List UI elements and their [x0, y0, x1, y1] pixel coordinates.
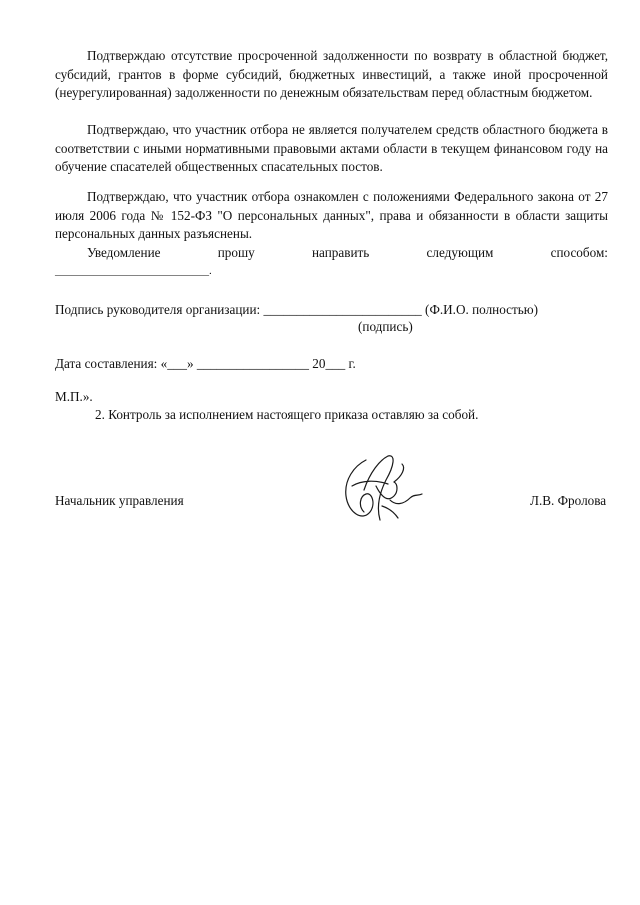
footer-name: Л.В. Фролова [530, 493, 607, 508]
notice-word: направить [311, 245, 370, 260]
handwritten-signature [336, 446, 426, 530]
stamp-label: М.П.». [55, 389, 93, 404]
footer-position: Начальник управления [55, 493, 184, 508]
notice-word: следующим [426, 245, 494, 260]
paragraph-not-recipient: Подтверждаю, что участник отбора не является получателем средств областного бюджета в соответствии с иными нормативными правовыми актами области в текущем финансовом году на обучение спасателей общественных спасательных постов. [55, 122, 608, 174]
paragraph-personal-data: Подтверждаю, что участник отбора ознакомлен с положениями Федерального закона от 27 июля 2006 года № 152-ФЗ "О персональных данных", права и обязанности в области защиты персональных данных разъяснены. [55, 189, 608, 241]
notice-word: прошу [217, 245, 255, 260]
notice-blank: ____________________________. [55, 265, 212, 277]
notice-word: способом: [550, 245, 608, 260]
notice-word: Уведомление [87, 245, 161, 260]
notice-line [87, 244, 608, 262]
signature-label: Подпись руководителя организации: ________________________ (Ф.И.О. полностью) [55, 302, 539, 317]
signature-caption: (подпись) [358, 319, 413, 334]
order-item: 2. Контроль за исполнением настоящего приказа оставляю за собой. [95, 407, 479, 422]
paragraph-no-debt: Подтверждаю отсутствие просроченной задолженности по возврату в областной бюджет, субсидий, грантов в форме субсидий, бюджетных инвестиций, а также иной просроченной (неурегулированная) задолженности по денежным обязательствам перед областным бюджетом. [55, 48, 608, 100]
date-line: Дата составления: «___» _________________ 20___ г. [55, 356, 356, 371]
